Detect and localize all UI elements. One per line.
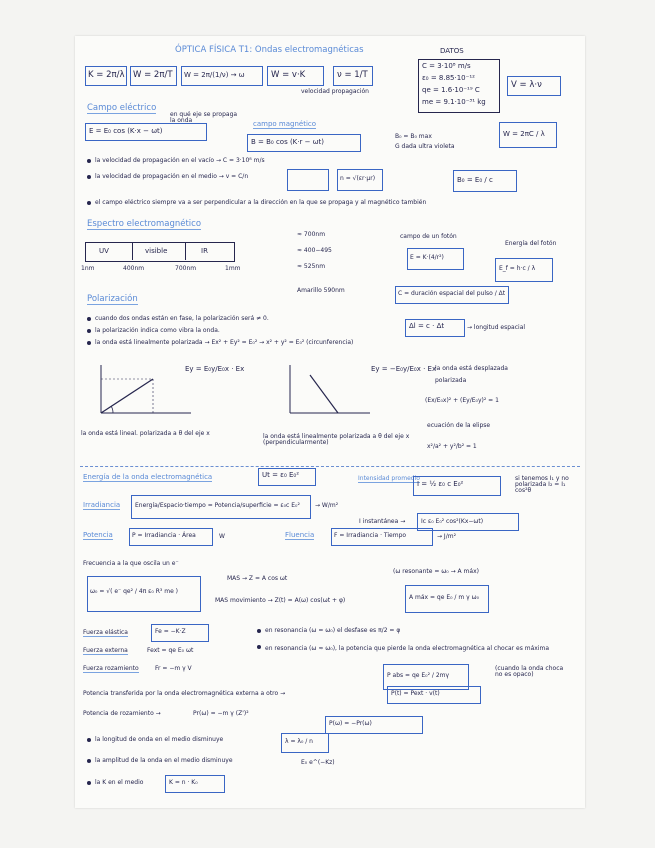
section-divider: [80, 466, 580, 467]
page-title: ÓPTICA FÍSICA T1: Ondas electromagnéticas: [175, 45, 364, 55]
w0-eq: ω₀ = √( e⁻ qe² / 4π ε₀ R³ me ): [90, 588, 179, 595]
polarizacion-title: Polarización: [87, 294, 138, 304]
fr-label: Fuerza rozamiento: [83, 665, 139, 672]
ellipse-eq: (Ex/E₀x)² + (Ey/E₀y)² = 1: [425, 397, 499, 404]
bullet-dot: [87, 175, 91, 179]
b0-note: B₀ = B₀ max: [395, 133, 432, 140]
propagation-note: en qué eje se propaga la onda: [170, 111, 238, 124]
amp-bullet: la amplitud de la onda en el medio disminuye: [95, 757, 233, 764]
dato-qe: qe = 1.6·10⁻¹⁹ C: [422, 86, 480, 94]
lambda-bullet: la longitud de onda en el medio disminuye: [95, 736, 224, 743]
i-eq: I = ½ ε₀ c E₀²: [417, 480, 464, 488]
irr-units: → W/m²: [315, 502, 339, 509]
bullet-dot: [87, 201, 91, 205]
campo-foton-label: campo de un fotón: [400, 233, 457, 240]
tick-400nm: 400nm: [123, 265, 145, 272]
irr-inst: I instantánea →: [359, 518, 406, 525]
spectrum-divider: [132, 242, 133, 260]
pt-eq: P(t) = Pext · v(t): [391, 690, 440, 697]
resonance-note: (ω resonante = ω₀ → A máx): [393, 568, 479, 575]
k-bullet: la K en el medio: [95, 779, 144, 786]
fext-eq: Fext = qe E₀ ωt: [147, 647, 194, 654]
bullet-dot: [257, 645, 261, 649]
dl-eq: Δl = c · Δt: [409, 322, 445, 330]
lambda-eq: λ = λ₀ / n: [285, 738, 313, 745]
fext-label: Fuerza externa: [83, 647, 128, 654]
b-field-eq: B = B₀ cos (K·r − ωt): [251, 138, 325, 146]
fluencia-title: Fluencia: [285, 531, 315, 539]
ut-eq: Ut = ε₀ E₀²: [262, 471, 300, 479]
w2pic-eq: W = 2πC / λ: [503, 130, 545, 138]
dato-e0: ε₀ = 8.85·10⁻¹²: [422, 74, 475, 82]
pabs-eq: P abs = qe E₀² / 2mγ: [387, 672, 450, 679]
pol-bullet-fase: cuando dos ondas están en fase, la polarización será ≠ 0.: [95, 315, 269, 322]
energia-foton-label: Energía del fotón: [505, 240, 557, 247]
espectro-title: Espectro electromagnético: [87, 219, 202, 229]
band-ir: IR: [201, 247, 208, 255]
mas-mov-eq: MAS movimiento → Z(t) = A(ω) cos(ωt + φ): [215, 597, 346, 604]
intensidad-title: Intensidad promedio: [358, 475, 420, 482]
dl-note: → longitud espacial: [467, 324, 526, 331]
res-bullet-2: en resonancia (ω ≈ ω₀), la potencia que pierde la onda electromagnética al chocar es máxima: [265, 645, 550, 652]
fe-label: Fuerza elástica: [83, 629, 128, 636]
e-foton-eq: E = K·(4/r²): [410, 254, 444, 261]
e-field-eq: E = E₀ cos (K·x − ωt): [89, 127, 163, 135]
notebook-page: [75, 36, 585, 808]
pot-transf-label: Potencia transferida por la onda electromagnética externa a otro →: [83, 690, 286, 697]
irr-inst-eq: Ic ε₀ E₀² cos²(Kx−ωt): [421, 518, 484, 525]
bullet-dot: [87, 317, 91, 321]
dato-me: me = 9.1·10⁻³¹ kg: [422, 98, 486, 106]
i-note: si tenemos I₁ y no polarizada I₂ = I₁ cos²θ: [515, 475, 569, 494]
pabs-note: (cuando la onda choca no es opaco): [495, 665, 564, 678]
pol-bullet-lineal: la onda está linealmente polarizada → Ex² + Ey² = E₀² → x² + y² = E₀² (circunferencia): [95, 339, 354, 346]
spectrum-divider: [185, 242, 186, 260]
fe-eq: Fe = −K·Z: [155, 628, 186, 635]
band-uv: UV: [99, 247, 109, 255]
irr-eq: Energía/Espacio·tiempo = Potencia/superficie = ε₀c E₀²: [135, 502, 300, 509]
flu-units: → J/m²: [437, 533, 456, 540]
color-yellow: Amarillo 590nm: [297, 287, 345, 294]
nu-formula: ν = 1/T: [337, 70, 368, 80]
tick-1mm: 1mm: [225, 265, 241, 272]
c-def-eq: C = duración espacial del pulso / Δt: [398, 290, 506, 297]
tick-700nm: 700nm: [175, 265, 197, 272]
datos-label: DATOS: [440, 47, 464, 55]
mas-eq: MAS → Z = A cos ωt: [227, 575, 288, 582]
ellipse-eq-2: x²/a² + y²/b² = 1: [427, 443, 477, 450]
bullet-dot: [87, 759, 91, 763]
tick-1nm: 1nm: [81, 265, 95, 272]
bullet-perpendicular: el campo eléctrico siempre va a ser perpendicular a la dirección en la que se propaga y al magnético también: [95, 199, 427, 206]
color-green: ≈ 525nm: [297, 263, 326, 270]
oscilador-title: Frecuencia a la que oscila un e⁻: [83, 560, 179, 567]
amax-eq: A máx = qe E₀ / m γ ω₀: [409, 594, 480, 601]
ellipse-label: ecuación de la elipse: [427, 422, 491, 429]
bullet-dot: [257, 629, 261, 633]
irradiancia-title: Irradiancia: [83, 501, 121, 509]
polarization-diagram-2: [280, 361, 380, 421]
pol-eq-1: Ey = E₀y/E₀x · Ex: [185, 365, 245, 373]
band-visible: visible: [145, 247, 168, 255]
n-eq: n = √(εr·μr): [340, 175, 376, 182]
w1-formula: W = 2π/T: [133, 70, 173, 80]
bullet-vacuum: la velocidad de propagación en el vacío → C = 3·10⁸ m/s: [95, 157, 265, 164]
dato-c: C = 3·10⁸ m/s: [422, 62, 471, 70]
bullet-dot: [87, 738, 91, 742]
campo-electrico-title: Campo eléctrico: [87, 103, 157, 113]
bullet-dot: [87, 781, 91, 785]
e-hc-eq: E_f = h·c / λ: [499, 265, 536, 272]
k-formula: K = 2π/λ: [88, 70, 125, 80]
pol-bullet-vibra: la polarización indica como vibra la onda.: [95, 327, 220, 334]
k-medium-eq: K = n · K₀: [169, 779, 198, 786]
pol-right-1: la onda está desplazada: [435, 365, 508, 372]
bullet-dot: [87, 341, 91, 345]
res-bullet-1: en resonancia (ω = ω₀) el desfase es π/2 = φ: [265, 627, 401, 634]
potencia-title: Potencia: [83, 531, 113, 539]
velocity-note: velocidad propagación: [301, 88, 369, 95]
campo-magnetico-title: campo magnético: [253, 120, 317, 128]
pol-eq-2: Ey = −E₀y/E₀x · Ex: [371, 365, 437, 373]
amp-eq: E₀ e^(−Kz): [301, 759, 335, 766]
uv-note: G dada ultra violeta: [395, 143, 455, 150]
v-eq: V = λ·ν: [511, 80, 542, 90]
w2-formula: W = 2π/(1/ν) → ω: [184, 71, 245, 79]
bullet-dot: [87, 329, 91, 333]
flu-eq: F = Irradiancia · Tiempo: [334, 532, 407, 539]
p-roz-label: Potencia de rozamiento →: [83, 710, 161, 717]
fr-eq: Fr = −m γ V: [155, 665, 192, 672]
w3-formula: W = v·K: [271, 70, 306, 80]
pot-eq: P = Irradiancia · Área: [132, 532, 196, 539]
bullet-dot: [87, 159, 91, 163]
color-red: ≈ 700nm: [297, 231, 326, 238]
pol-caption-2: la onda está linealmente polarizada a θ del eje x (perpendicularmente): [263, 433, 410, 446]
color-blue: ≈ 400−495: [297, 247, 332, 254]
v-c-n-box: [287, 169, 329, 191]
bullet-medium: la velocidad de propagación en el medio → v = C/n: [95, 173, 249, 180]
pol-right-2: polarizada: [435, 377, 467, 384]
p-roz-eq: Pr(ω) = −m γ (Z')²: [193, 710, 249, 717]
pot-units: W: [219, 533, 225, 540]
p-omega-eq: P(ω) = −Pr(ω): [329, 720, 372, 727]
pol-caption-1: la onda está lineal. polarizada a θ del eje x: [81, 430, 210, 437]
b0-eq: B₀ = E₀ / c: [457, 176, 493, 184]
energia-title: Energía de la onda electromagnética: [83, 473, 213, 481]
